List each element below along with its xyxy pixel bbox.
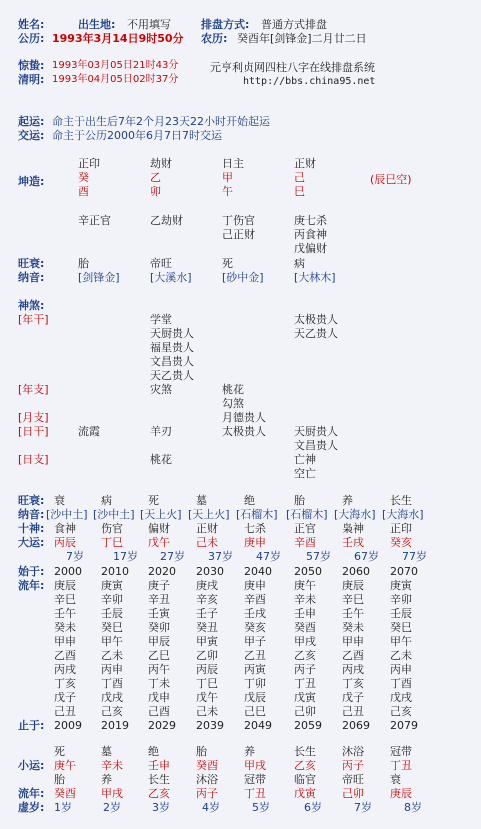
liunian-cell: 壬午 <box>342 607 364 620</box>
stem-hour: 己 <box>294 171 305 184</box>
shensha-year-c2-2: 福星贵人 <box>150 341 194 354</box>
dayun-wangshuai-cell: 养 <box>342 494 353 507</box>
dayun-nayin-cell: [天上火] <box>140 508 182 521</box>
dayun-end-year: 2079 <box>390 719 418 732</box>
dayun-nayin-cell: [石榴木] <box>286 508 328 521</box>
liunian-cell: 乙未 <box>101 649 123 662</box>
shensha-year-c4-0: 太极贵人 <box>294 313 338 326</box>
lunar-value: 癸酉年[剑锋金]二月廿二日 <box>237 32 367 45</box>
liunian-cell: 庚子 <box>148 579 170 592</box>
dayun-pillar: 辛酉 <box>294 536 316 549</box>
liunian-cell: 戊子 <box>54 691 76 704</box>
dayun-end-year: 2069 <box>342 719 370 732</box>
liunian-cell: 丙辰 <box>196 663 218 676</box>
xiaoyun-ws-bottom: 临官 <box>294 773 316 786</box>
liunian-cell: 壬寅 <box>148 607 170 620</box>
wangshuai-day: 死 <box>222 257 233 270</box>
liunian-cell: 癸巳 <box>390 621 412 634</box>
liunian-cell: 辛未 <box>294 593 316 606</box>
jingzhe-label: 惊蛰: <box>18 59 45 72</box>
liunian-cell: 甲午 <box>390 635 412 648</box>
dayun-start-year: 2020 <box>148 565 176 578</box>
shensha-rigan-c4-1: 文昌贵人 <box>294 439 338 452</box>
birthplace-label: 出生地: <box>78 18 116 31</box>
stem-year: 癸 <box>78 171 89 184</box>
wangshuai-year: 胎 <box>78 257 89 270</box>
liunian-cell: 庚申 <box>244 579 266 592</box>
xiaoyun-pillar: 甲戌 <box>244 759 266 772</box>
dayun-age: 7岁 <box>66 550 84 563</box>
dayun-liunian-label: 流年: <box>18 579 45 592</box>
branch-month: 卯 <box>150 185 161 198</box>
shensha-rizhi-label: [日支] <box>18 453 49 466</box>
shensha-nianzhi-c3-2: 月德贵人 <box>222 411 266 424</box>
xiaoyun-ws-bottom: 衰 <box>390 773 401 786</box>
liunian-cell: 辛巳 <box>54 593 76 606</box>
xiaoyun-liunian-cell: 庚辰 <box>390 787 412 800</box>
shensha-nianzhi-label: [年支] <box>18 383 49 396</box>
shensha-title: 神煞: <box>18 299 45 312</box>
dayun-pillar: 戊午 <box>148 536 170 549</box>
nayin-hour: [大林木] <box>294 271 336 284</box>
dayun-start-year: 2030 <box>196 565 224 578</box>
hidden-hour-0: 庚七杀 <box>294 214 327 227</box>
solar-value: 1993年3月14日9时50分 <box>52 32 184 45</box>
xiaoyun-liunian-cell: 癸酉 <box>54 787 76 800</box>
liunian-cell: 辛酉 <box>244 593 266 606</box>
dayun-nayin-cell: [石榴木] <box>236 508 278 521</box>
liunian-cell: 辛卯 <box>390 593 412 606</box>
liunian-cell: 壬午 <box>54 607 76 620</box>
hidden-hour-2: 戊偏财 <box>294 242 327 255</box>
xiaoyun-age-label: 虚岁: <box>18 801 45 814</box>
nayin-label: 纳音: <box>18 271 45 284</box>
liunian-cell: 戊午 <box>196 691 218 704</box>
shensha-rigan-c4-2: 亡神 <box>294 453 316 466</box>
stem-day: 甲 <box>222 171 233 184</box>
xiaoyun-ws-top: 养 <box>244 745 255 758</box>
dayun-wangshuai-cell: 长生 <box>390 494 412 507</box>
tengod-hour: 正财 <box>294 157 316 170</box>
liunian-cell: 丙寅 <box>244 663 266 676</box>
liunian-cell: 丁巳 <box>196 677 218 690</box>
dayun-end-label: 止于: <box>18 719 45 732</box>
liunian-cell: 戊戌 <box>390 691 412 704</box>
dayun-age: 17岁 <box>113 550 138 563</box>
dayun-end-year: 2049 <box>244 719 272 732</box>
dayun-pillar: 癸亥 <box>390 536 412 549</box>
dayun-age: 57岁 <box>306 550 331 563</box>
liunian-cell: 乙卯 <box>196 649 218 662</box>
liunian-cell: 庚午 <box>294 579 316 592</box>
dayun-wangshuai-cell: 胎 <box>294 494 305 507</box>
liunian-cell: 甲子 <box>244 635 266 648</box>
dayun-label: 大运: <box>18 536 45 549</box>
dayun-shishen-cell: 偏财 <box>148 522 170 535</box>
liunian-cell: 己卯 <box>294 705 316 718</box>
liunian-cell: 辛亥 <box>196 593 218 606</box>
shensha-rigan-c4-3: 空亡 <box>294 467 316 480</box>
dayun-end-year: 2039 <box>196 719 224 732</box>
liunian-cell: 甲申 <box>54 635 76 648</box>
hidden-year-0: 辛正官 <box>78 214 111 227</box>
liunian-cell: 丙戌 <box>54 663 76 676</box>
site-url[interactable]: http://bbs.china95.net <box>243 76 376 87</box>
dayun-pillar: 庚申 <box>244 536 266 549</box>
dayun-end-year: 2009 <box>54 719 82 732</box>
dayun-start-year: 2050 <box>294 565 322 578</box>
xiaoyun-age: 3岁 <box>152 801 170 814</box>
hidden-month-0: 乙劫财 <box>150 214 183 227</box>
liunian-cell: 丁亥 <box>342 677 364 690</box>
liunian-cell: 甲申 <box>342 635 364 648</box>
dayun-shishen-cell: 七杀 <box>244 522 266 535</box>
xiaoyun-pillar: 庚午 <box>54 759 76 772</box>
shensha-year-c2-4: 天乙贵人 <box>150 369 194 382</box>
shensha-rigan-c1-0: 流霞 <box>78 425 100 438</box>
dayun-wangshuai-label: 旺衰: <box>18 494 45 507</box>
dayun-nayin-cell: [天上火] <box>188 508 230 521</box>
liunian-cell: 乙巳 <box>148 649 170 662</box>
dayun-start-year: 2070 <box>390 565 418 578</box>
liunian-cell: 乙未 <box>390 649 412 662</box>
shensha-year-c4-1: 天乙贵人 <box>294 327 338 340</box>
liunian-cell: 戊戌 <box>101 691 123 704</box>
liunian-cell: 己丑 <box>54 705 76 718</box>
dayun-shishen-cell: 枭神 <box>342 522 364 535</box>
dayun-end-year: 2019 <box>101 719 129 732</box>
nayin-year: [剑锋金] <box>78 271 120 284</box>
liunian-cell: 辛丑 <box>148 593 170 606</box>
dayun-nayin-cell: [沙中土] <box>93 508 135 521</box>
shensha-rizhi-c2-0: 桃花 <box>150 453 172 466</box>
solar-label: 公历: <box>18 32 45 45</box>
xiaoyun-liunian-cell: 丙子 <box>196 787 218 800</box>
liunian-cell: 庚戌 <box>196 579 218 592</box>
liunian-cell: 庚寅 <box>390 579 412 592</box>
xiaoyun-ws-top: 长生 <box>294 745 316 758</box>
liunian-cell: 丙午 <box>148 663 170 676</box>
branch-year: 酉 <box>78 185 89 198</box>
qingming-value: 1993年04月05日02时37分 <box>52 74 179 85</box>
liunian-cell: 戊子 <box>342 691 364 704</box>
xiaoyun-liunian-cell: 戊寅 <box>294 787 316 800</box>
dayun-age: 67岁 <box>354 550 379 563</box>
liunian-cell: 甲寅 <box>196 635 218 648</box>
xiaoyun-ws-top: 墓 <box>101 745 112 758</box>
dayun-end-year: 2059 <box>294 719 322 732</box>
dayun-age: 27岁 <box>160 550 185 563</box>
liunian-cell: 壬戌 <box>244 607 266 620</box>
liunian-cell: 甲午 <box>101 635 123 648</box>
nayin-day: [砂中金] <box>222 271 264 284</box>
xiaoyun-pillar: 乙亥 <box>294 759 316 772</box>
dayun-wangshuai-cell: 死 <box>148 494 159 507</box>
dayun-shishen-cell: 食神 <box>54 522 76 535</box>
dayun-nayin-cell: [沙中土] <box>46 508 88 521</box>
xiaoyun-liunian-cell: 乙亥 <box>148 787 170 800</box>
liunian-cell: 丙申 <box>390 663 412 676</box>
liunian-cell: 丁亥 <box>54 677 76 690</box>
liunian-cell: 癸未 <box>54 621 76 634</box>
dayun-age: 47岁 <box>256 550 281 563</box>
xiaoyun-age: 1岁 <box>54 801 72 814</box>
xiaoyun-age: 5岁 <box>252 801 270 814</box>
xiaoyun-liunian-label: 流年: <box>18 787 45 800</box>
wangshuai-label: 旺衰: <box>18 257 45 270</box>
xiaoyun-ws-top: 绝 <box>148 745 159 758</box>
liunian-cell: 丙子 <box>294 663 316 676</box>
dayun-shishen-label: 十神: <box>18 522 45 535</box>
xiaoyun-age: 4岁 <box>202 801 220 814</box>
liunian-cell: 庚辰 <box>342 579 364 592</box>
dayun-shishen-cell: 正印 <box>390 522 412 535</box>
branch-hour: 巳 <box>294 185 305 198</box>
xiaoyun-ws-bottom: 冠带 <box>244 773 266 786</box>
shensha-rigan-c4-0: 天厨贵人 <box>294 425 338 438</box>
wangshuai-hour: 病 <box>294 257 305 270</box>
liunian-cell: 己巳 <box>244 705 266 718</box>
liunian-cell: 戊寅 <box>294 691 316 704</box>
liunian-cell: 辛巳 <box>342 593 364 606</box>
shensha-year-label: [年干] <box>18 313 49 326</box>
kuntsao-label: 坤造: <box>18 175 45 188</box>
site-title: 元亨利贞网四柱八字在线排盘系统 <box>210 61 375 74</box>
tengod-day: 日主 <box>222 157 244 170</box>
liunian-cell: 丁未 <box>148 677 170 690</box>
jiaoyun-label: 交运: <box>18 129 45 142</box>
shensha-rigan-label: [日干] <box>18 425 49 438</box>
jingzhe-value: 1993年03月05日21时43分 <box>52 60 179 71</box>
liunian-cell: 庚寅 <box>101 579 123 592</box>
xiaoyun-age: 7岁 <box>354 801 372 814</box>
liunian-cell: 癸卯 <box>148 621 170 634</box>
liunian-cell: 壬辰 <box>390 607 412 620</box>
dayun-pillar: 己未 <box>196 536 218 549</box>
liunian-cell: 乙亥 <box>294 649 316 662</box>
liunian-cell: 丁丑 <box>294 677 316 690</box>
dayun-age: 77岁 <box>402 550 427 563</box>
name-label: 姓名: <box>18 18 45 31</box>
qingming-label: 清明: <box>18 73 45 86</box>
dayun-end-year: 2029 <box>148 719 176 732</box>
shensha-nianzhi-c2-0: 灾煞 <box>150 383 172 396</box>
liunian-cell: 己丑 <box>342 705 364 718</box>
liunian-cell: 丁卯 <box>244 677 266 690</box>
liunian-cell: 乙丑 <box>244 649 266 662</box>
qiyun-value: 命主于出生后7年2个月23天22小时开始起运 <box>52 115 270 128</box>
xiaoyun-ws-bottom: 帝旺 <box>342 773 364 786</box>
shensha-year-c2-0: 学堂 <box>150 313 172 326</box>
tengod-year: 正印 <box>78 157 100 170</box>
liunian-cell: 己未 <box>196 705 218 718</box>
xiaoyun-age: 6岁 <box>304 801 322 814</box>
stem-month: 乙 <box>150 171 161 184</box>
xiaoyun-age: 2岁 <box>103 801 121 814</box>
dayun-start-year: 2010 <box>101 565 129 578</box>
dayun-pillar: 丙辰 <box>54 536 76 549</box>
hidden-day-0: 丁伤官 <box>222 214 255 227</box>
liunian-cell: 壬子 <box>196 607 218 620</box>
liunian-cell: 癸丑 <box>196 621 218 634</box>
shensha-nianzhi-c3-0: 桃花 <box>222 383 244 396</box>
dayun-wangshuai-cell: 病 <box>101 494 112 507</box>
birthplace-value: 不用填写 <box>127 18 171 31</box>
dayun-wangshuai-cell: 墓 <box>196 494 207 507</box>
xiaoyun-pillar: 丙子 <box>342 759 364 772</box>
liunian-cell: 丙申 <box>101 663 123 676</box>
liunian-cell: 甲辰 <box>148 635 170 648</box>
xiaoyun-age: 8岁 <box>404 801 422 814</box>
hidden-hour-1: 丙食神 <box>294 228 327 241</box>
nayin-month: [大溪水] <box>150 271 192 284</box>
dayun-nayin-cell: [大海水] <box>382 508 424 521</box>
xiaoyun-ws-bottom: 胎 <box>54 773 65 786</box>
liunian-cell: 甲戌 <box>294 635 316 648</box>
branch-day: 午 <box>222 185 233 198</box>
dayun-start-label: 始于: <box>18 565 45 578</box>
xiaoyun-pillar: 丁丑 <box>390 759 412 772</box>
xiaoyun-ws-top: 胎 <box>196 745 207 758</box>
dayun-shishen-cell: 正官 <box>294 522 316 535</box>
xiaoyun-liunian-cell: 丁丑 <box>244 787 266 800</box>
shensha-nianzhi-c3-1: 勾煞 <box>222 397 244 410</box>
xiaoyun-ws-bottom: 沐浴 <box>196 773 218 786</box>
liunian-cell: 壬申 <box>294 607 316 620</box>
layout-label: 排盘方式: <box>201 18 250 31</box>
tengod-month: 劫财 <box>150 157 172 170</box>
xiaoyun-ws-bottom: 长生 <box>148 773 170 786</box>
dayun-age: 37岁 <box>208 550 233 563</box>
wangshuai-month: 帝旺 <box>150 257 172 270</box>
dayun-start-year: 2060 <box>342 565 370 578</box>
qiyun-label: 起运: <box>18 115 45 128</box>
kongwang: (辰巳空) <box>370 173 412 186</box>
xiaoyun-liunian-cell: 甲戌 <box>101 787 123 800</box>
xiaoyun-pillar: 癸酉 <box>196 759 218 772</box>
dayun-pillar: 丁巳 <box>101 536 123 549</box>
xiaoyun-pillar: 壬申 <box>148 759 170 772</box>
lunar-label: 农历: <box>201 32 228 45</box>
liunian-cell: 己亥 <box>101 705 123 718</box>
dayun-wangshuai-cell: 绝 <box>244 494 255 507</box>
liunian-cell: 壬辰 <box>101 607 123 620</box>
shensha-year-c2-1: 天厨贵人 <box>150 327 194 340</box>
dayun-nayin-label: 纳音: <box>18 508 45 521</box>
liunian-cell: 己酉 <box>148 705 170 718</box>
dayun-wangshuai-cell: 衰 <box>54 494 65 507</box>
dayun-shishen-cell: 正财 <box>196 522 218 535</box>
liunian-cell: 乙酉 <box>342 649 364 662</box>
jiaoyun-value: 命主于公历2000年6月7日7时交运 <box>52 129 222 142</box>
shensha-rigan-c2-0: 羊刃 <box>150 425 172 438</box>
shensha-rigan-c3-0: 太极贵人 <box>222 425 266 438</box>
xiaoyun-pillar: 辛未 <box>101 759 123 772</box>
xiaoyun-label: 小运: <box>18 759 45 772</box>
liunian-cell: 戊申 <box>148 691 170 704</box>
xiaoyun-ws-top: 沐浴 <box>342 745 364 758</box>
liunian-cell: 乙酉 <box>54 649 76 662</box>
shensha-year-c2-3: 文昌贵人 <box>150 355 194 368</box>
dayun-pillar: 壬戌 <box>342 536 364 549</box>
xiaoyun-ws-top: 冠带 <box>390 745 412 758</box>
liunian-cell: 丙戌 <box>342 663 364 676</box>
shensha-yuezhi-label: [月支] <box>18 411 49 424</box>
xiaoyun-ws-top: 死 <box>54 745 65 758</box>
dayun-nayin-cell: [大海水] <box>334 508 376 521</box>
dayun-shishen-cell: 伤官 <box>101 522 123 535</box>
liunian-cell: 癸亥 <box>244 621 266 634</box>
xiaoyun-liunian-cell: 己卯 <box>342 787 364 800</box>
dayun-start-year: 2040 <box>244 565 272 578</box>
liunian-cell: 癸酉 <box>294 621 316 634</box>
dayun-start-year: 2000 <box>54 565 82 578</box>
xiaoyun-ws-bottom: 养 <box>101 773 112 786</box>
layout-value: 普通方式排盘 <box>261 18 327 31</box>
liunian-cell: 辛卯 <box>101 593 123 606</box>
liunian-cell: 丁酉 <box>390 677 412 690</box>
liunian-cell: 丁酉 <box>101 677 123 690</box>
liunian-cell: 己亥 <box>390 705 412 718</box>
liunian-cell: 癸未 <box>342 621 364 634</box>
hidden-day-1: 己正财 <box>222 228 255 241</box>
liunian-cell: 癸巳 <box>101 621 123 634</box>
liunian-cell: 戊辰 <box>244 691 266 704</box>
liunian-cell: 庚辰 <box>54 579 76 592</box>
